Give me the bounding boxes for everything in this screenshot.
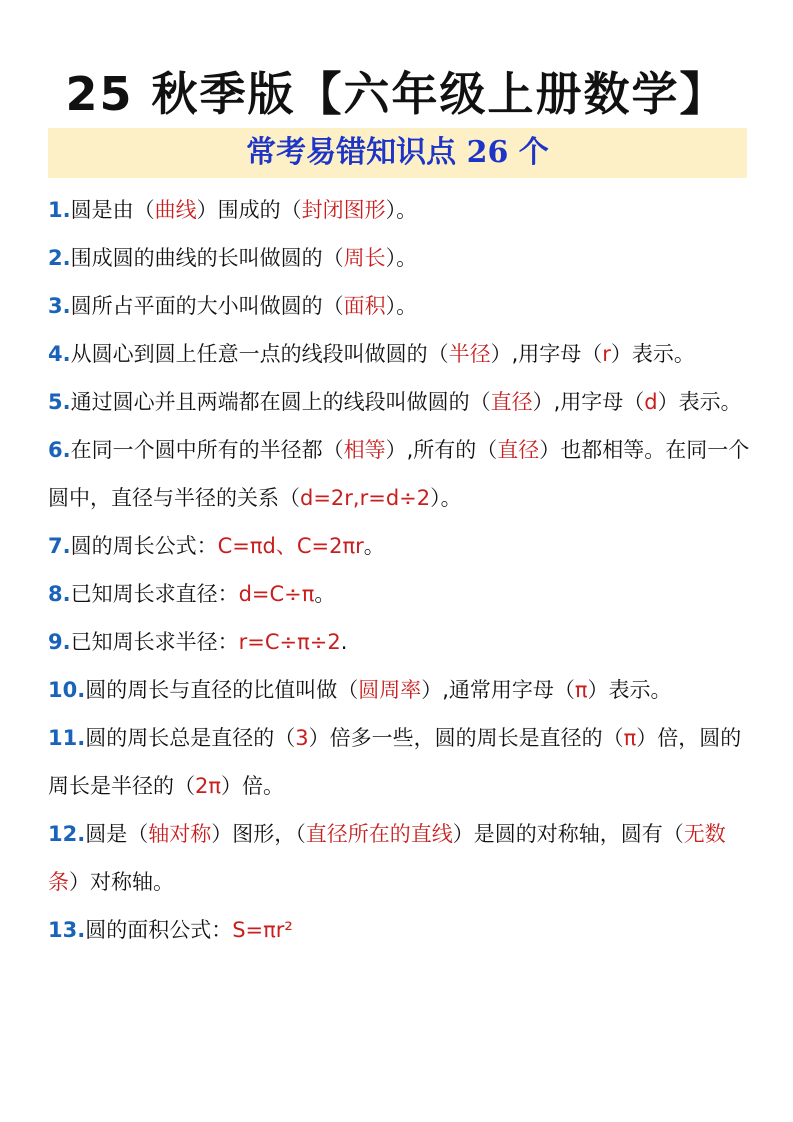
- item-number: 3.: [48, 294, 71, 318]
- answer-text: 无数条: [48, 822, 726, 894]
- list-item: [48, 906, 752, 954]
- list-item: [48, 714, 752, 810]
- statement-text: 通过圆心并且两端都在圆上的线段叫做圆的（: [70, 390, 491, 414]
- answer-text: r=C÷π÷2: [238, 630, 341, 654]
- subtitle-banner: [48, 128, 747, 178]
- statement-text: ）。: [385, 198, 418, 222]
- item-number: 12.: [48, 822, 86, 846]
- statement-text: 圆的周长与直径的比值叫做（: [85, 678, 359, 702]
- statement-text: 已知周长求半径：: [70, 630, 239, 654]
- answer-text: d=2r,r=d÷2: [300, 486, 431, 510]
- answer-text: 直径: [497, 438, 540, 462]
- item-number: 4.: [48, 342, 71, 366]
- statement-text: 在同一个圆中所有的半径都（: [70, 438, 344, 462]
- statement-text: 从圆心到圆上任意一点的线段叫做圆的（: [70, 342, 449, 366]
- list-item: [48, 234, 752, 282]
- item-number: 7.: [48, 534, 71, 558]
- statement-text: ）,所有的（: [385, 438, 498, 462]
- statement-text: 。: [314, 582, 336, 606]
- statement-text: 圆是由（: [70, 198, 155, 222]
- answer-text: 相等: [343, 438, 386, 462]
- statement-text: ）也都相等。在同一个圆中，直径与半径的关系（: [48, 438, 750, 510]
- statement-text: ）倍。: [221, 774, 285, 798]
- statement-text: 圆的周长公式：: [70, 534, 218, 558]
- statement-text: ）表示。: [657, 390, 742, 414]
- answer-text: 轴对称: [148, 822, 212, 846]
- list-item: [48, 522, 752, 570]
- item-number: 9.: [48, 630, 71, 654]
- answer-text: 面积: [343, 294, 386, 318]
- statement-text: 圆所占平面的大小叫做圆的（: [70, 294, 344, 318]
- answer-text: d: [644, 390, 658, 414]
- statement-text: ）,用字母（: [490, 342, 603, 366]
- answer-text: 半径: [448, 342, 491, 366]
- answer-text: 周长: [343, 246, 386, 270]
- answer-text: r: [602, 342, 611, 366]
- statement-text: ）。: [385, 246, 418, 270]
- answer-text: 直径所在的直线: [305, 822, 453, 846]
- list-item: [48, 618, 752, 666]
- statement-text: ）表示。: [610, 342, 695, 366]
- item-number: 1.: [48, 198, 71, 222]
- statement-text: 围成圆的曲线的长叫做圆的（: [70, 246, 344, 270]
- list-item: [48, 378, 752, 426]
- list-item: [48, 570, 752, 618]
- statement-text: ）围成的（: [196, 198, 302, 222]
- item-number: 5.: [48, 390, 71, 414]
- statement-text: 圆的面积公式：: [85, 918, 233, 942]
- statement-text: ）。: [430, 486, 462, 510]
- item-number: 13.: [48, 918, 86, 942]
- statement-text: 已知周长求直径：: [70, 582, 239, 606]
- statement-text: 圆是（: [85, 822, 149, 846]
- statement-text: .: [340, 630, 348, 654]
- item-number: 11.: [48, 726, 86, 750]
- answer-text: 圆周率: [358, 678, 422, 702]
- item-number: 10.: [48, 678, 86, 702]
- item-number: 2.: [48, 246, 71, 270]
- item-number: 8.: [48, 582, 71, 606]
- answer-text: π: [574, 678, 588, 702]
- answer-text: 封闭图形: [301, 198, 386, 222]
- answer-text: 2π: [195, 774, 222, 798]
- answer-text: d=C÷π: [238, 582, 315, 606]
- answer-text: C=πd、C=2πr: [217, 534, 364, 558]
- answer-text: 曲线: [154, 198, 197, 222]
- statement-text: ）,通常用字母（: [421, 678, 575, 702]
- list-item: [48, 282, 752, 330]
- statement-text: 圆的周长总是直径的（: [85, 726, 296, 750]
- statement-text: 。: [363, 534, 385, 558]
- statement-text: ）。: [385, 294, 418, 318]
- list-item: [48, 186, 752, 234]
- knowledge-list: [48, 186, 752, 954]
- statement-text: ）倍多一些，圆的周长是直径的（: [308, 726, 624, 750]
- answer-text: 直径: [490, 390, 533, 414]
- statement-text: ）是圆的对称轴，圆有（: [452, 822, 684, 846]
- statement-text: ）对称轴。: [69, 870, 174, 894]
- statement-text: ）表示。: [587, 678, 672, 702]
- list-item: [48, 810, 752, 906]
- statement-text: ）倍，圆的周长是半径的（: [48, 726, 742, 798]
- item-number: 6.: [48, 438, 71, 462]
- statement-text: ）,用字母（: [532, 390, 645, 414]
- answer-text: 3: [295, 726, 309, 750]
- list-item: [48, 426, 752, 522]
- answer-text: S=πr²: [232, 918, 293, 942]
- statement-text: ）图形，（: [211, 822, 306, 846]
- list-item: [48, 666, 752, 714]
- page-subtitle: 常考易错知识点 26 个: [246, 135, 549, 170]
- answer-text: π: [623, 726, 637, 750]
- list-item: [48, 330, 752, 378]
- page-title: 25 秋季版【六年级上册数学】: [65, 67, 728, 121]
